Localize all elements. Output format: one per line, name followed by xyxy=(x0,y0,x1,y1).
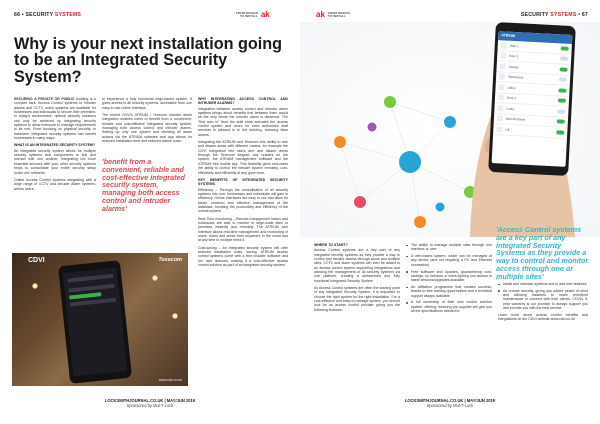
column-1 xyxy=(314,243,400,315)
app-screen xyxy=(492,31,573,167)
page-header: SECURITY SYSTEMS • 67 xyxy=(520,12,588,18)
toggle-switch[interactable] xyxy=(559,78,567,82)
logo-line2: TO INSTALL xyxy=(327,14,346,18)
app-row-label: Garage xyxy=(508,64,519,70)
section-label: SECURITY xyxy=(520,12,549,18)
app-row-label: Office xyxy=(507,85,516,90)
paragraph: Cost-saving – An integrated security system will offer reduced installation costs, saving. ATRIUM access control systems come with a free installer software and our user licenses, making it a cost-effective access control solution as part of an integrated security system. xyxy=(198,245,288,268)
logo-line1: FROM DESIGN xyxy=(236,10,258,15)
node-icon xyxy=(414,216,426,228)
publisher-logo xyxy=(316,11,350,19)
bullet-item: As remote security, giving you added peace of mind and allowing installers to make remote/or maintenance or connect with their clients. CDVI's 3-year warranty is our promise to always support you and provide you with the best service. xyxy=(498,289,588,311)
product-photo xyxy=(12,253,188,386)
subheading: WHAT IS AN INTEGRATED SECURITY SYSTEM? xyxy=(14,143,96,148)
node-icon xyxy=(368,123,377,132)
subheading: WHY INTEGRATING ACCESS CONTROL AND INTRUDER ALARMS? xyxy=(198,97,288,106)
paragraph: Access Control systems are a key part of any integrated security systems as they provide a way to control and monitor access through doors and multiple sites. CCTV and alarm systems can then be added to an access control system supporting integrations and allowing the management of all security systems via one platform, creating a streamlined and fully functional Integrated Security System. xyxy=(314,248,400,283)
hub-icon xyxy=(399,151,421,173)
page-footer xyxy=(0,398,300,408)
app-row-label: Door 1 xyxy=(509,43,519,48)
door-icon xyxy=(496,126,502,132)
door-icon xyxy=(497,115,503,121)
app-row-label: Door 3 xyxy=(506,95,517,101)
page-footer xyxy=(300,398,600,408)
column-2 xyxy=(406,243,492,316)
bullet-item: install and maintain systems and to add new features. xyxy=(498,282,588,286)
logo-mark: ak xyxy=(260,10,270,19)
door-icon xyxy=(498,84,504,90)
lead-in: SECURING A PRIVATE OR PUBLIC xyxy=(14,97,75,101)
phone-image xyxy=(58,260,132,384)
toggle-switch[interactable] xyxy=(560,57,568,61)
toggle-switch[interactable] xyxy=(556,130,564,134)
paragraph: The recent CDVI's ATRIUM / Texecom intruder alarm integration enables users to benefit from a convenient, reliable and cost-effective integrated security system, managing both access control and intruder alarms. Setting up only one system and deciding all alarm actions via the ATRIUM software and app allows for reduced installation time and reduced labour costs. xyxy=(102,113,192,144)
app-row-label: Lift xyxy=(505,127,510,132)
paragraph: to experience a fully functional edge-based system. It gives access to all security systems, accessible from one easy-to-use online interface. xyxy=(102,97,192,110)
node-icon xyxy=(354,196,366,208)
logo-line2: TO INSTALL xyxy=(239,14,258,18)
article-title: Why is your next installation going to be an Integrated Security System? xyxy=(14,35,283,86)
node-icon xyxy=(384,96,396,108)
paragraph: As Access Control systems are often the starting point of any Integrated Security System, it is important to choose the right system for the right installation. For a cost-effective and easy-to-manage system, you should look for an access control provider giving you the following features: xyxy=(314,286,400,312)
app-list xyxy=(493,40,572,138)
section-sub: SYSTEMS xyxy=(54,12,82,18)
app-row-label: Main Entrance xyxy=(505,116,526,122)
light-icon xyxy=(172,313,178,319)
door-icon xyxy=(500,53,506,59)
paragraph: Integration between access control and intruder alarm systems brings about benefits that between them would be the only whole the intruder alarm is disarmed. The "first man in" then the staff entry activates the access control system and doors for each authorised staff member is allowed in to the building, reducing false alarms. xyxy=(198,106,288,137)
footer-sponsor: Sponsored by Mul-T-Lock xyxy=(126,403,174,408)
toggle-switch[interactable] xyxy=(558,99,566,103)
pull-quote: 'benefit from a convenient, reliable and cost-effective integrated security system, managing both access control and intruder alarms' xyxy=(102,157,185,213)
light-icon xyxy=(152,275,158,281)
bullet-item: A web-based system, which can be managed at any device (and not requiring a PC and Ethernet connection) xyxy=(406,254,492,267)
toggle-switch[interactable] xyxy=(557,120,565,124)
toggle-switch[interactable] xyxy=(558,88,566,92)
subheading: WHERE TO START? xyxy=(314,243,348,247)
column-3 xyxy=(198,97,288,270)
photo-credit: www.cdvi.co.uk xyxy=(158,378,182,382)
door-icon xyxy=(497,105,503,111)
toggle-switch[interactable] xyxy=(561,46,569,50)
app-row-label: Lobby xyxy=(506,106,515,111)
section-sub: SYSTEMS xyxy=(550,12,577,18)
pull-quote: 'Access Control systems are a key part of any integrated Security Systems as they provide a way to control and monitor access through one or multiple sites' xyxy=(496,225,589,281)
paragraph: Learn more about access control benefits and integrations on the CDVI website www.cdvi.co.uk xyxy=(498,312,588,322)
page-number: 67 xyxy=(581,12,588,18)
door-icon xyxy=(501,42,507,48)
door-icon xyxy=(499,74,505,80)
right-page xyxy=(300,0,600,424)
node-icon xyxy=(334,136,346,148)
bullet-item: An affiliation programme that creates success, thanks to free training opportunities and a technical support always available xyxy=(406,285,492,298)
toggle-switch[interactable] xyxy=(559,67,567,71)
page-header: 66 • SECURITY SYSTEMS xyxy=(14,12,82,18)
phone-image xyxy=(488,22,576,176)
column-3 xyxy=(498,282,588,325)
footer-web: LOCKSMITHJOURNAL.CO.UK | MAY/JUN 2019 xyxy=(404,398,496,403)
door-icon xyxy=(498,94,504,100)
paragraph: SECURING A PRIVATE OR PUBLIC building is a complex task. Access Control systems to intruder alarms and CCTV, many systems are available for businesses and individuals to secure their premises. In today's environment, optimal security solutions can only be achieved by integrating security systems to allow everyone to manage requirements to be met. From focusing on physical security, to hardware, integrated security systems can benefit businesses in many ways. xyxy=(14,97,97,141)
subheading: KEY BENEFITS OF INTEGRATED SECURITY SYSTEMS xyxy=(198,177,288,187)
bullet-item: Free software and updates, guaranteeing cost-savings, no licences or extra lighting you access to latest versions/upgrades available xyxy=(406,270,492,283)
partner-logo: Texecom xyxy=(158,257,182,263)
paragraph: Online Access Control systems integrating with a large range of CCTV and intruder Alarm systems, allows users xyxy=(14,177,96,191)
node-icon xyxy=(444,116,456,128)
paragraph: An integrated security system allows for multiple security systems and components to link and interact with one another. Integrating not more essential services with your other security systems helps to consolidate your entire security setup under one umbrella. xyxy=(14,148,96,175)
door-icon xyxy=(500,63,506,69)
bullet-item: A full ownership of their own control solution system, offering, meaning you supplier will give you all the specifications needed to xyxy=(406,300,492,313)
logo-line1: FROM DESIGN xyxy=(327,10,350,15)
light-icon xyxy=(32,283,38,289)
column-1 xyxy=(14,97,96,194)
paragraph: Real-Time monitoring – Remote management teams and individuals are able to monitor in large-scale sites or premises instantly and remotely. The ATRIUM web interface allows real-time management and monitoring of users, doors and areas from anywhere in the world and at any time in multiple need it. xyxy=(198,216,288,243)
publisher-logo xyxy=(236,11,270,19)
logo-mark: ak xyxy=(316,10,325,19)
node-icon xyxy=(436,203,445,212)
toggle-switch[interactable] xyxy=(557,109,565,113)
footer-sponsor: Sponsored by Mul-T-Lock xyxy=(426,403,474,408)
footer-web: LOCKSMITHJOURNAL.CO.UK | MAY/JUN 2019 xyxy=(104,398,196,403)
app-row-label: Door 2 xyxy=(509,54,519,59)
app-title: ATRIUM xyxy=(498,31,572,44)
app-row-label: Warehouse xyxy=(508,74,524,80)
section-label: SECURITY xyxy=(25,12,54,18)
bullet-item: The ability to manage multiple sites through one interface or user xyxy=(406,243,492,252)
brand-logo: CDVI xyxy=(28,257,45,264)
column-2 xyxy=(102,97,192,146)
page-number: 66 xyxy=(14,12,21,18)
paragraph: Integrating the ATRIUM and Texecom this ability to arm and disarm areas with different means; for example the CDVI integration lets users arm and disarm areas through the Texecom keypad, any readers on the system, the ATRIUM management software and the ATRIUM free mobile app. This flexibility gives end-users the ability to control the intruder system remotely, cost-effectively and efficiently at any given time. xyxy=(198,140,288,175)
paragraph: Efficiency – Through the centralisation of all security systems into one, businesses and individuals will gain in efficiency. Online interfaces are easy to use and allow for faster, common and effective management of the database, boosting the productivity and efficiency of the overall system. xyxy=(198,187,288,214)
